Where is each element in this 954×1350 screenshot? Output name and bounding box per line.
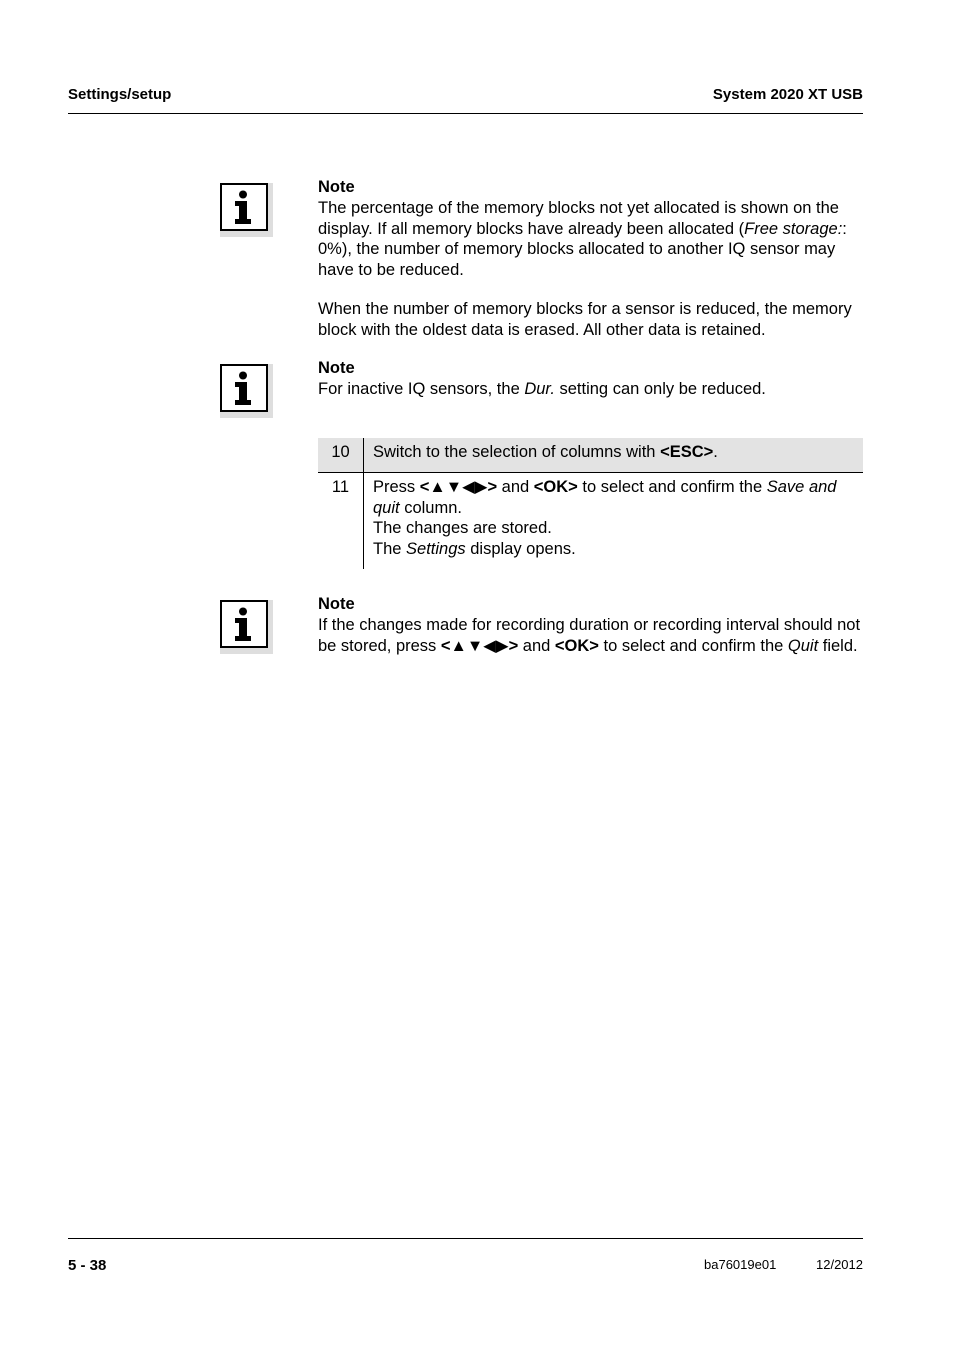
note-3 xyxy=(318,594,866,656)
page-number: 5 - 38 xyxy=(68,1257,107,1274)
step-text: Press <▲▼◀▶> and <OK> to select and confirm the Save and quit column. The changes are stored. The Settings display opens. xyxy=(373,477,837,559)
info-icon xyxy=(220,364,273,418)
step-text: Switch to the selection of columns with <ESC>. xyxy=(364,438,864,472)
note-title: Note xyxy=(318,178,355,196)
step-number: 10 xyxy=(318,438,364,472)
info-icon xyxy=(220,183,273,237)
step-row xyxy=(318,472,863,569)
steps-table xyxy=(318,438,863,569)
document-id: ba76019e01 xyxy=(704,1257,777,1272)
info-icon xyxy=(220,600,273,654)
note-3-text: If the changes made for recording duration or recording interval should not be stored, press <▲▼◀▶> and <OK> to select and confirm the Quit field. xyxy=(318,615,861,655)
note-1-paragraph-1: The percentage of the memory blocks not yet allocated is shown on the display. If all memory blocks have already been allocated (Free storage:: 0%), the number of memory blocks allocated to another IQ sensor may have to be reduced. xyxy=(318,198,847,280)
footer-rule xyxy=(68,1238,863,1239)
note-1 xyxy=(318,177,866,341)
note-1-paragraph-2: When the number of memory blocks for a sensor is reduced, the memory block with the oldest data is erased. All other data is retained. xyxy=(318,299,852,339)
header-rule xyxy=(68,113,863,114)
note-title: Note xyxy=(318,359,355,377)
header-product: System 2020 XT USB xyxy=(712,86,863,103)
note-2 xyxy=(318,358,866,400)
note-2-text: For inactive IQ sensors, the Dur. setting can only be reduced. xyxy=(318,379,766,398)
step-number: 11 xyxy=(318,472,364,569)
header-section: Settings/setup xyxy=(68,86,172,103)
note-title: Note xyxy=(318,595,355,613)
step-row xyxy=(318,438,863,472)
document-date: 12/2012 xyxy=(816,1257,863,1272)
